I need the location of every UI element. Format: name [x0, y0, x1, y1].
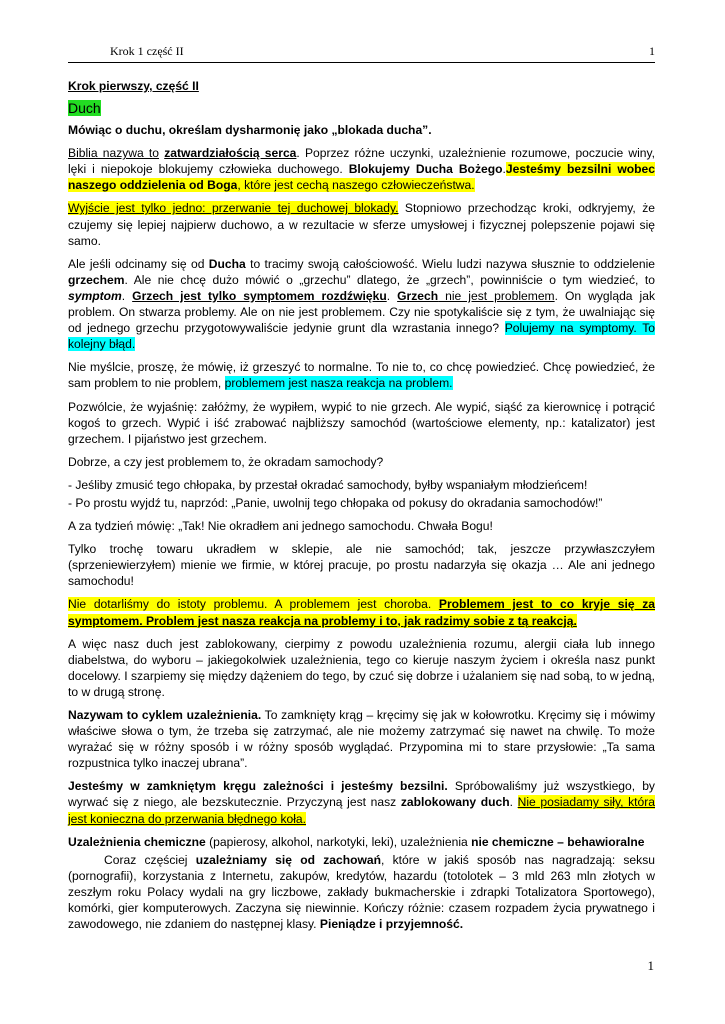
paragraph-explain: Pozwólcie, że wyjaśnię: załóżmy, że wypiłem, wypić to nie grzech. Ale wypić, siąść za kierownicę i potrącić kogoś to grzech. Wypić i iść zrabować najbliższy samochód (wartościowe elementy, np.: katalizator) jest grzechem. I pijaństwo jest grzechem. — [68, 399, 655, 446]
paragraph-cycle: Nazywam to cyklem uzależnienia. To zamknięty krąg – kręcimy się jak w kołowrotku. Kręcimy się i mówimy właściwe słowa o tym, że trzeba się zatrzymać, ale nie możemy zatrzymać się nawet na chwilę. To może wyrażać się w różny sposób i w różny sposób wyglądać. Przypomina mi to stare przysłowie: „Ta sama rozpustnica tylko inaczej ubrana”. — [68, 708, 656, 771]
paragraph-sin: Ale jeśli odcinamy się od Ducha to tracimy swoją całościowość. Wielu ludzi nazywa słusznie to oddzielenie grzechem. Ale nie chcę dużo mówić o „grzechu” dlatego, że „grzech”, powinniście o tym wiedzieć, to symptom. Grzech jest tylko symptomem rozdźwięku. Grzech nie jest problemem. On wygląda jak problem. On stwarza problemy. Ale on nie jest problemem. Czy nie spotykaliście się z tym, że uwalniając się od jednego grzechu przygotowywaliście jedynie grunt dla wzrastania innego? Polujemy na symptomy. To kolejny błąd. — [68, 256, 656, 352]
document-title: Krok pierwszy, część II — [68, 79, 199, 93]
highlight-text: Wyjście jest tylko jedno: przerwanie tej duchowej blokady. — [68, 201, 399, 216]
paragraph-dialog-2: - Po prostu wyjdź tu, naprzód: „Panie, uwolnij tego chłopaka od pokusy do okradania samochodów!” — [68, 495, 603, 510]
paragraph-powerless: Jesteśmy w zamkniętym kręgu zależności i jesteśmy bezsilni. Spróbowaliśmy już wszystkiego, by wyrwać się z niego, ale bezskutecznie. Przyczyną jest nasz zablokowany duch. Nie posiadamy siły, która jest konieczna do przerwania błędnego koła. — [68, 779, 656, 826]
paragraph-bible: Biblia nazywa to zatwardziałością serca. Poprzez różne uczynki, uzależnienie rozumowe, poczucie winy, lęki i niepokoje blokujemy człowieka duchowego. Blokujemy Ducha Bożego.Jesteśmy bezsilni wobec naszego oddzielenia od Boga, które jest cechą naszego człowieczeństwa. — [68, 146, 656, 193]
paragraph-behavioral: Coraz częściej uzależniamy się od zachowań, które w jakiś sposób nas nagradzają: seksu (pornografii), korzystania z Internetu, zakupów, kredytów, hazardu (totolotek – 3 mld 263 mln złotych w zeszłym roku Polacy wydali na gry liczbowe, zakłady bukmacherskie i zdrapki Totalizatora Sportowego), komórki, gier komputerowych. Zaczyna się niewinnie. Kończy różnie: czasem rozpadem życia prywatnego i zawodowego, nie zdaniem do następnej klasy. Pieniądze i przyjemność. — [68, 852, 655, 932]
paragraph-dialog-1: - Jeśliby zmusić tego chłopaka, by przestał okradać samochody, byłby wspaniałym młodzieńcem! — [68, 477, 588, 492]
paragraph-week: A za tydzień mówię: „Tak! Nie okradłem ani jednego samochodu. Chwała Bogu! — [68, 519, 493, 534]
highlight-text: problemem jest nasza reakcja na problem. — [224, 376, 453, 391]
highlight-text: Polujemy na symptomy. To kolejny błąd. — [68, 321, 655, 352]
paragraph-addictions: Uzależnienia chemiczne (papierosy, alkohol, narkotyki, leki), uzależnienia nie chemiczne – behawioralne — [68, 834, 645, 849]
document-body — [68, 78, 655, 939]
section-heading-text: Duch — [68, 100, 101, 117]
paragraph-reaction: Nie myślcie, proszę, że mówię, iż grzeszyć to normalne. To nie to, co chcę powiedzieć. Chcę powiedzieć, że sam problem to nie problem, problemem jest nasza reakcja na problem. — [68, 360, 655, 391]
highlight-text: Jesteśmy bezsilni wobec naszego oddzielenia od Boga — [68, 162, 655, 193]
paragraph-exit: Wyjście jest tylko jedno: przerwanie tej duchowej blokady. Stopniowo przechodząc kroki, odkryjemy, że czujemy się lepiej najpierw duchowo, a w rezultacie w sferze umysłowej i fizycznej polepszenie pojawi się samo. — [68, 201, 655, 248]
section-heading — [68, 99, 655, 117]
highlight-text: Nie posiadamy siły, która jest konieczna do przerwania błędnego koła. — [68, 795, 656, 826]
paragraph-stole: Tylko trochę towaru ukradłem w sklepie, ale nie samochód; tak, jeszcze przywłaszczyłem (sprzeniewierzyłem) mienie we firmie, w której pracuje, po prostu nadarzyła się okazja … Ale ani jednego samochodu! — [68, 542, 655, 589]
highlight-text: Problemem jest to co kryje się za symptomem. Problem jest nasza reakcja na problemy i to, jak radzimy sobie z tą reakcją. — [68, 597, 655, 628]
paragraph-question: Dobrze, a czy jest problemem to, że okradam samochody? — [68, 454, 384, 469]
page-header — [68, 44, 655, 63]
highlight-text: Nie dotarliśmy do istoty problemu. A problemem jest choroba. — [68, 597, 439, 612]
paragraph-blocked: A więc nasz duch jest zablokowany, cierpimy z powodu uzależnienia rozumu, alergii ciała lub innego diabelstwa, do wyboru – jakiegokolwiek uzależnienia, tego co kieruje naszym życiem i określa nasz punkt docelowy. I szarpiemy się między dążeniem do tego, by czuć się dobrze i użalaniem się nad sobą, to w jedną, to w drugą stronę. — [68, 636, 655, 699]
header-page-number: 1 — [649, 44, 655, 58]
page-number: 1 — [647, 958, 654, 973]
paragraph-essence — [68, 596, 655, 628]
header-title: Krok 1 część II — [110, 44, 184, 58]
paragraph-intro: Mówiąc o duchu, określam dysharmonię jako „blokada ducha”. — [68, 123, 432, 138]
